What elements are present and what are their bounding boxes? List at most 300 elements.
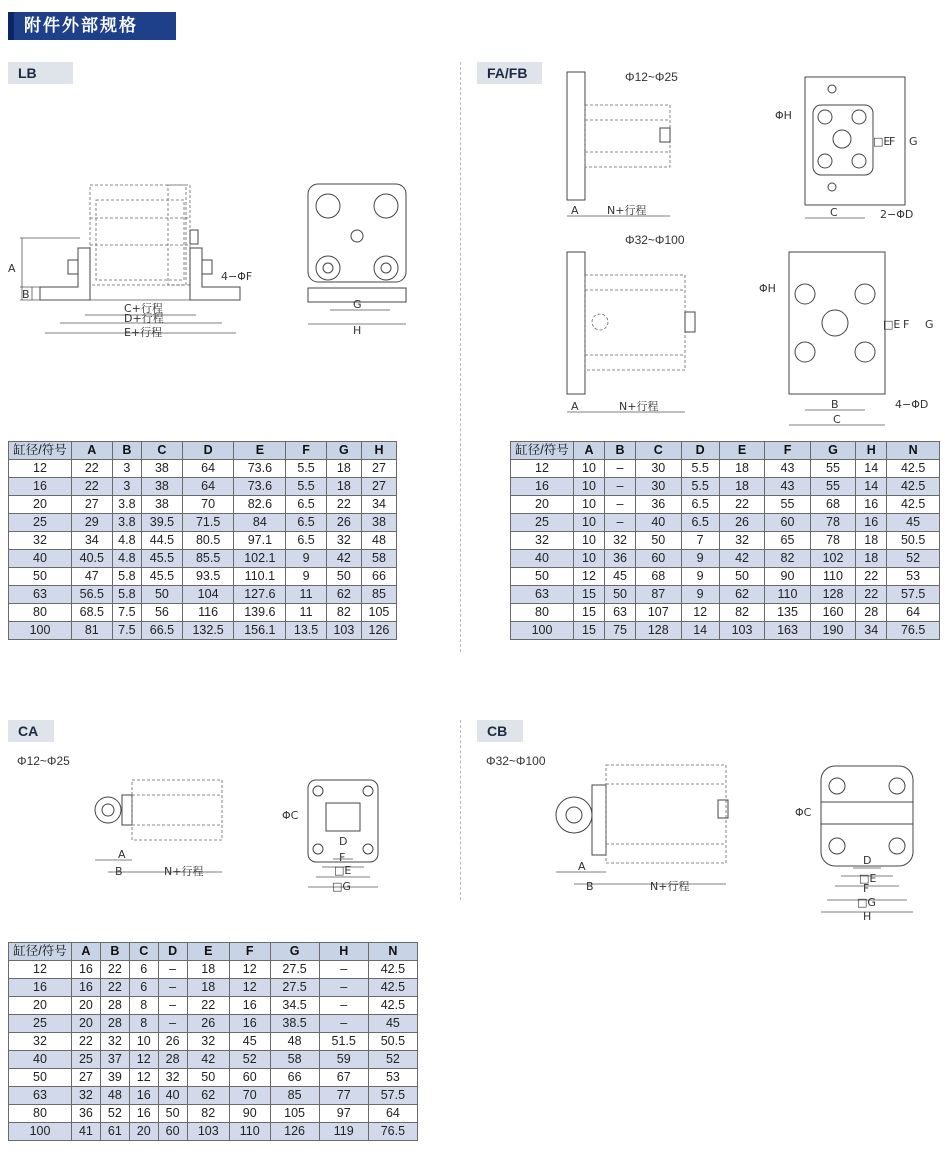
table-cell: 64 <box>368 1105 417 1123</box>
table-row <box>9 568 397 586</box>
table-header: A <box>72 943 101 961</box>
cb-caption: Φ32~Φ100 <box>486 754 546 768</box>
table-header: C <box>129 943 158 961</box>
table-cell: 25 <box>9 514 72 532</box>
table-cell: – <box>158 961 187 979</box>
table-cell: 32 <box>187 1033 229 1051</box>
table-cell: 97.1 <box>234 532 286 550</box>
table-cell: 42 <box>187 1051 229 1069</box>
table-cell: 68 <box>810 496 855 514</box>
table-cell: 39 <box>100 1069 129 1087</box>
table-cell: 67 <box>319 1069 368 1087</box>
table-cell: 85.5 <box>182 550 234 568</box>
table-cell: 11 <box>286 586 327 604</box>
ca-front-drawing <box>282 775 392 895</box>
table-cell: 4.8 <box>112 550 141 568</box>
fafb-large-label-g: G <box>925 318 934 331</box>
table-cell: – <box>319 1015 368 1033</box>
table-cell: 103 <box>187 1123 229 1141</box>
table-cell: 102 <box>810 550 855 568</box>
table-cell: 38 <box>361 514 396 532</box>
table-cell: 156.1 <box>234 622 286 640</box>
table-cell: 70 <box>229 1087 270 1105</box>
table-cell: 64 <box>182 478 234 496</box>
table-header: B <box>605 442 636 460</box>
table-cell: 64 <box>887 604 940 622</box>
table-cell: 32 <box>719 532 764 550</box>
table-cell: 51.5 <box>319 1033 368 1051</box>
table-cell: 16 <box>229 997 270 1015</box>
table-cell: 65 <box>765 532 810 550</box>
table-cell: 60 <box>765 514 810 532</box>
table-cell: 34 <box>72 532 113 550</box>
table-cell: 81 <box>72 622 113 640</box>
table-cell: 28 <box>856 604 887 622</box>
table-cell: 45 <box>887 514 940 532</box>
table-cell: 48 <box>270 1033 319 1051</box>
table-cell: 18 <box>856 532 887 550</box>
table-cell: 4.8 <box>112 532 141 550</box>
table-cell: 110 <box>810 568 855 586</box>
table-cell: 55 <box>810 478 855 496</box>
table-cell: 43 <box>765 460 810 478</box>
table-cell: 16 <box>72 979 101 997</box>
section-tag-fafb: FA/FB <box>477 62 542 84</box>
table-cell: 73.6 <box>234 460 286 478</box>
fafb-caption-large: Φ32~Φ100 <box>625 233 685 247</box>
table-cell: 20 <box>72 997 101 1015</box>
table-cell: 163 <box>765 622 810 640</box>
table-cell: 100 <box>511 622 574 640</box>
table-cell: 6.5 <box>286 532 327 550</box>
table-row <box>9 1051 418 1069</box>
fafb-small-label-a: A <box>571 204 579 217</box>
lb-label-g: G <box>353 298 362 311</box>
table-cell: 40 <box>636 514 681 532</box>
table-cell: 52 <box>368 1051 417 1069</box>
table-cell: 60 <box>158 1123 187 1141</box>
table-cell: 50 <box>9 568 72 586</box>
table-row <box>9 1015 418 1033</box>
table-cell: 18 <box>187 961 229 979</box>
table-header: F <box>765 442 810 460</box>
table-cell: 42.5 <box>368 997 417 1015</box>
table-cell: 20 <box>511 496 574 514</box>
table-row <box>9 622 397 640</box>
ca-side-drawing <box>90 775 240 880</box>
table-cell: 87 <box>636 586 681 604</box>
table-cell: 3 <box>112 478 141 496</box>
table-cell: 64 <box>182 460 234 478</box>
table-cell: 12 <box>9 961 72 979</box>
table-cell: 105 <box>361 604 396 622</box>
lb-front-drawing <box>300 178 420 338</box>
table-cell: 32 <box>9 532 72 550</box>
table-row <box>511 460 940 478</box>
table-header: D <box>182 442 234 460</box>
table-cell: 63 <box>9 586 72 604</box>
table-cell: 56.5 <box>72 586 113 604</box>
table-header: B <box>112 442 141 460</box>
table-cell: 110 <box>229 1123 270 1141</box>
table-cell: 63 <box>511 586 574 604</box>
fafb-large-label-a: A <box>571 400 579 413</box>
table-cell: 57.5 <box>887 586 940 604</box>
table-cell: 5.5 <box>286 478 327 496</box>
table-header: H <box>319 943 368 961</box>
fafb-large-label-d: 4−ΦD <box>895 398 929 411</box>
table-cell: 32 <box>511 532 574 550</box>
ca-label-g: □G <box>332 880 351 893</box>
table-row <box>511 514 940 532</box>
table-cell: 53 <box>368 1069 417 1087</box>
cb-side-drawing <box>548 760 748 895</box>
table-cell: 9 <box>286 568 327 586</box>
table-cell: 80 <box>9 604 72 622</box>
table-cell: 47 <box>72 568 113 586</box>
ca-label-n: N+行程 <box>164 865 204 878</box>
table-cell: – <box>605 460 636 478</box>
table-cell: 18 <box>719 478 764 496</box>
table-row <box>511 478 940 496</box>
table-cell: 103 <box>326 622 361 640</box>
table-header: D <box>158 943 187 961</box>
table-cell: 27 <box>72 496 113 514</box>
table-row <box>9 550 397 568</box>
table-cell: 10 <box>129 1033 158 1051</box>
table-row <box>9 1069 418 1087</box>
lb-label-h: H <box>353 324 362 337</box>
table-cell: 16 <box>856 514 887 532</box>
table-header: 缸径/符号 <box>9 442 72 460</box>
table-cell: 32 <box>158 1069 187 1087</box>
table-cell: 50 <box>9 1069 72 1087</box>
table-row <box>9 1105 418 1123</box>
table-cell: 18 <box>326 478 361 496</box>
table-cell: 22 <box>72 1033 101 1051</box>
table-cell: 68.5 <box>72 604 113 622</box>
table-cell: 60 <box>229 1069 270 1087</box>
table-cell: 5.5 <box>681 478 719 496</box>
cb-front-drawing <box>795 760 925 925</box>
table-cell: 34 <box>361 496 396 514</box>
table-cell: 102.1 <box>234 550 286 568</box>
ca-label-d: D <box>339 835 348 848</box>
table-cell: 128 <box>810 586 855 604</box>
lb-side-drawing <box>0 170 270 350</box>
cb-label-b: B <box>586 880 594 893</box>
table-cell: 26 <box>158 1033 187 1051</box>
table-cell: 22 <box>719 496 764 514</box>
table-cell: 61 <box>100 1123 129 1141</box>
lb-label-f: 4−ΦF <box>221 270 253 283</box>
table-cell: 52 <box>887 550 940 568</box>
table-cell: 7.5 <box>112 622 141 640</box>
table-cell: 7.5 <box>112 604 141 622</box>
table-cell: 82 <box>187 1105 229 1123</box>
cb-label-c: ΦC <box>795 806 812 819</box>
table-cell: 62 <box>719 586 764 604</box>
table-cell: 85 <box>270 1087 319 1105</box>
ca-label-c: ΦC <box>282 809 299 822</box>
table-cell: 42.5 <box>887 478 940 496</box>
table-cell: 12 <box>129 1051 158 1069</box>
table-cell: 90 <box>765 568 810 586</box>
table-cell: – <box>605 478 636 496</box>
table-cell: 18 <box>187 979 229 997</box>
table-cell: 12 <box>129 1069 158 1087</box>
table-cell: 82.6 <box>234 496 286 514</box>
table-cell: 62 <box>326 586 361 604</box>
table-cell: 8 <box>129 997 158 1015</box>
table-cell: 66 <box>270 1069 319 1087</box>
table-header: B <box>100 943 129 961</box>
table-cell: 82 <box>765 550 810 568</box>
table-cell: 52 <box>229 1051 270 1069</box>
table-cell: 48 <box>361 532 396 550</box>
table-row <box>9 514 397 532</box>
fafb-spec-table <box>510 441 940 640</box>
table-cell: 22 <box>100 961 129 979</box>
table-cell: 80.5 <box>182 532 234 550</box>
table-cell: 25 <box>9 1015 72 1033</box>
table-cell: 14 <box>856 478 887 496</box>
table-cell: 36 <box>72 1105 101 1123</box>
table-cell: 53 <box>887 568 940 586</box>
table-header: E <box>719 442 764 460</box>
table-cell: 110.1 <box>234 568 286 586</box>
table-cell: 29 <box>72 514 113 532</box>
table-cell: 50 <box>326 568 361 586</box>
table-cell: 48 <box>100 1087 129 1105</box>
table-cell: 20 <box>9 997 72 1015</box>
fafb-large-label-n: N+行程 <box>619 400 659 413</box>
table-cell: 9 <box>286 550 327 568</box>
table-cell: 15 <box>574 604 605 622</box>
table-cell: 25 <box>511 514 574 532</box>
cb-label-h: H <box>863 910 872 923</box>
fafb-front-large <box>755 250 945 430</box>
table-cell: 42.5 <box>368 979 417 997</box>
table-cell: 10 <box>574 460 605 478</box>
table-cell: 32 <box>605 532 636 550</box>
table-cell: – <box>319 961 368 979</box>
lb-spec-table <box>8 441 397 640</box>
table-cell: 28 <box>158 1051 187 1069</box>
table-cell: 22 <box>100 979 129 997</box>
table-cell: 66 <box>361 568 396 586</box>
table-cell: 42.5 <box>887 496 940 514</box>
vertical-divider-bottom <box>460 720 461 900</box>
table-cell: 16 <box>9 478 72 496</box>
table-cell: 50.5 <box>368 1033 417 1051</box>
table-row <box>9 532 397 550</box>
table-row <box>511 496 940 514</box>
table-cell: 22 <box>72 460 113 478</box>
table-header: F <box>286 442 327 460</box>
table-cell: – <box>158 979 187 997</box>
table-cell: 82 <box>326 604 361 622</box>
table-cell: 63 <box>605 604 636 622</box>
table-header: 缸径/符号 <box>9 943 72 961</box>
table-header: N <box>368 943 417 961</box>
page-title: 附件外部规格 <box>8 12 176 40</box>
table-cell: 128 <box>636 622 681 640</box>
table-cell: 15 <box>574 622 605 640</box>
table-cell: 100 <box>9 622 72 640</box>
table-header: F <box>229 943 270 961</box>
table-cell: 3.8 <box>112 496 141 514</box>
table-header: G <box>270 943 319 961</box>
table-cell: 50 <box>142 586 183 604</box>
table-cell: 100 <box>9 1123 72 1141</box>
table-cell: 126 <box>270 1123 319 1141</box>
table-cell: 16 <box>72 961 101 979</box>
table-row <box>9 1123 418 1141</box>
table-cell: 107 <box>636 604 681 622</box>
table-cell: 13.5 <box>286 622 327 640</box>
table-row <box>9 460 397 478</box>
fafb-table-body <box>511 460 940 640</box>
ca-caption: Φ12~Φ25 <box>17 754 70 768</box>
table-cell: 116 <box>182 604 234 622</box>
fafb-large-label-h: ΦH <box>759 282 776 295</box>
lb-table-body <box>9 460 397 640</box>
table-cell: 22 <box>856 586 887 604</box>
table-row <box>511 622 940 640</box>
cb-label-e: □E <box>859 872 877 885</box>
table-cell: 25 <box>72 1051 101 1069</box>
table-cell: 68 <box>636 568 681 586</box>
fafb-large-label-e: □E <box>883 318 901 331</box>
table-cell: 38.5 <box>270 1015 319 1033</box>
table-cell: 50 <box>719 568 764 586</box>
table-cell: 80 <box>511 604 574 622</box>
cb-label-f: F <box>863 882 870 895</box>
table-cell: 119 <box>319 1123 368 1141</box>
fafb-small-label-n: N+行程 <box>607 204 647 217</box>
table-cell: 7 <box>681 532 719 550</box>
table-cell: 14 <box>681 622 719 640</box>
table-cell: 6 <box>129 979 158 997</box>
fafb-small-label-c: C <box>830 206 838 219</box>
table-cell: 39.5 <box>142 514 183 532</box>
table-cell: 20 <box>9 496 72 514</box>
table-cell: 43 <box>765 478 810 496</box>
table-cell: 22 <box>72 478 113 496</box>
table-cell: 10 <box>574 514 605 532</box>
table-cell: 55 <box>765 496 810 514</box>
table-cell: 40.5 <box>72 550 113 568</box>
table-cell: 63 <box>9 1087 72 1105</box>
table-cell: 37 <box>100 1051 129 1069</box>
ca-label-e: □E <box>334 864 352 877</box>
table-cell: 10 <box>574 478 605 496</box>
lb-label-e: E+行程 <box>124 326 163 339</box>
table-cell: 16 <box>511 478 574 496</box>
table-row <box>511 586 940 604</box>
table-cell: 42 <box>326 550 361 568</box>
table-row <box>511 532 940 550</box>
table-cell: 45 <box>605 568 636 586</box>
table-cell: 127.6 <box>234 586 286 604</box>
table-cell: 105 <box>270 1105 319 1123</box>
table-cell: 27.5 <box>270 961 319 979</box>
fafb-small-label-f: F <box>889 135 896 148</box>
table-row <box>9 979 418 997</box>
table-cell: 60 <box>636 550 681 568</box>
table-row <box>9 1087 418 1105</box>
table-cell: 55 <box>810 460 855 478</box>
table-cell: 10 <box>574 532 605 550</box>
table-cell: 26 <box>326 514 361 532</box>
table-cell: 22 <box>326 496 361 514</box>
fafb-small-label-e: □E <box>873 135 891 148</box>
table-cell: 30 <box>636 460 681 478</box>
table-cell: 58 <box>270 1051 319 1069</box>
table-header: A <box>574 442 605 460</box>
table-cell: 27.5 <box>270 979 319 997</box>
table-row <box>9 1033 418 1051</box>
table-cell: 6.5 <box>681 514 719 532</box>
table-cell: 160 <box>810 604 855 622</box>
table-cell: 34.5 <box>270 997 319 1015</box>
table-header: 缸径/符号 <box>511 442 574 460</box>
table-cell: 32 <box>326 532 361 550</box>
cb-label-a: A <box>578 860 586 873</box>
table-cell: 32 <box>9 1033 72 1051</box>
table-header: H <box>361 442 396 460</box>
table-cell: 78 <box>810 514 855 532</box>
table-cell: 27 <box>361 460 396 478</box>
table-cell: 84 <box>234 514 286 532</box>
table-cell: 9 <box>681 586 719 604</box>
table-cell: 139.6 <box>234 604 286 622</box>
table-cell: 44.5 <box>142 532 183 550</box>
table-cell: 45 <box>229 1033 270 1051</box>
table-cell: 22 <box>187 997 229 1015</box>
table-cell: 16 <box>229 1015 270 1033</box>
ca-label-f: F <box>339 851 346 864</box>
table-row <box>511 568 940 586</box>
table-cell: 190 <box>810 622 855 640</box>
table-cell: 36 <box>605 550 636 568</box>
lb-label-b: B <box>22 288 30 301</box>
table-cell: 12 <box>511 460 574 478</box>
table-cell: 20 <box>129 1123 158 1141</box>
table-header: E <box>234 442 286 460</box>
fafb-small-label-h: ΦH <box>775 109 792 122</box>
table-cell: 9 <box>681 550 719 568</box>
table-cell: 34 <box>856 622 887 640</box>
table-cell: – <box>319 979 368 997</box>
table-header: H <box>856 442 887 460</box>
ca-label-a: A <box>118 848 126 861</box>
fafb-side-large <box>555 250 705 420</box>
table-header: D <box>681 442 719 460</box>
table-cell: 38 <box>142 478 183 496</box>
fafb-small-label-g: G <box>909 135 918 148</box>
table-row <box>9 496 397 514</box>
table-cell: 32 <box>72 1087 101 1105</box>
table-cell: 12 <box>574 568 605 586</box>
table-cell: 56 <box>142 604 183 622</box>
table-cell: 30 <box>636 478 681 496</box>
table-cell: 97 <box>319 1105 368 1123</box>
table-cell: 9 <box>681 568 719 586</box>
table-cell: 45.5 <box>142 568 183 586</box>
lb-label-a: A <box>8 262 16 275</box>
